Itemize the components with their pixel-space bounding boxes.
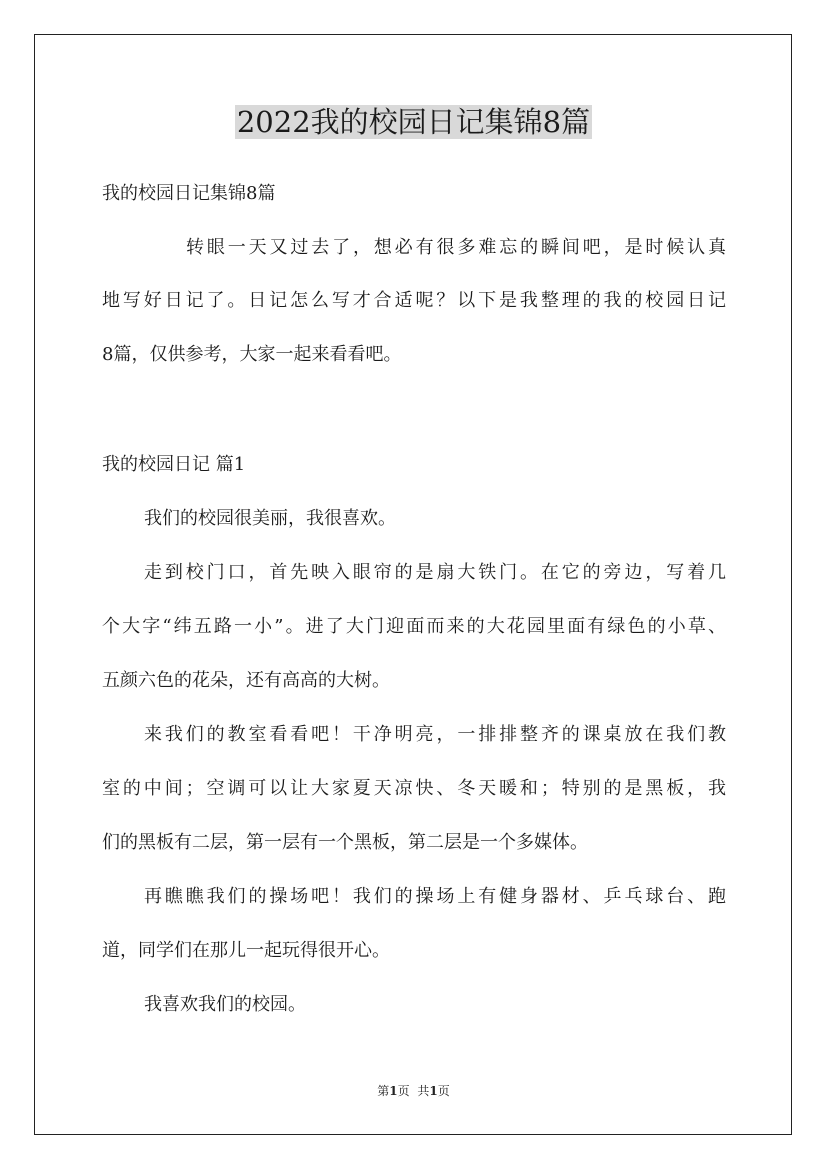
body-line-3: 个大字“纬五路一小”。进了大门迎面而来的大花园里面有绿色的小草、: [102, 616, 726, 637]
body-line-4: 五颜六色的花朵，还有高高的大树。: [102, 670, 390, 691]
footer-page-number: 1: [389, 1084, 398, 1098]
footer-total-prefix: 共: [417, 1084, 430, 1098]
body-line-8: 再瞧瞧我们的操场吧！我们的操场上有健身器材、乒乓球台、跑: [144, 886, 726, 907]
body-line-2: 走到校门口，首先映入眼帘的是扇大铁门。在它的旁边，写着几: [144, 562, 726, 583]
page-footer: [0, 1083, 827, 1099]
footer-total-suffix: 页: [437, 1084, 450, 1098]
body-line-6: 室的中间；空调可以让大家夏天凉快、冬天暖和；特别的是黑板，我: [102, 778, 726, 799]
body-line-1: 我们的校园很美丽，我很喜欢。: [144, 508, 396, 529]
intro-line-3: 8篇，仅供参考，大家一起来看看吧。: [102, 344, 402, 365]
footer-total-number: 1: [429, 1084, 438, 1098]
body-line-7: 们的黑板有二层，第一层有一个黑板，第二层是一个多媒体。: [102, 832, 588, 853]
body-line-5: 来我们的教室看看吧！干净明亮，一排排整齐的课桌放在我们教: [144, 724, 726, 745]
document-title-text: 2022我的校园日记集锦8篇: [236, 105, 591, 139]
document-title: [0, 102, 827, 142]
footer-page-suffix: 页: [397, 1084, 410, 1098]
intro-line-2: 地写好日记了。日记怎么写才合适呢？以下是我整理的我的校园日记: [102, 290, 726, 311]
body-line-10: 我喜欢我们的校园。: [144, 994, 306, 1015]
document-subtitle: 我的校园日记集锦8篇: [102, 183, 276, 204]
footer-page-prefix: 第: [377, 1084, 390, 1098]
section-heading: 我的校园日记 篇1: [102, 454, 246, 475]
intro-line-1: 转眼一天又过去了，想必有很多难忘的瞬间吧，是时候认真: [186, 237, 726, 258]
body-line-9: 道，同学们在那儿一起玩得很开心。: [102, 940, 390, 961]
